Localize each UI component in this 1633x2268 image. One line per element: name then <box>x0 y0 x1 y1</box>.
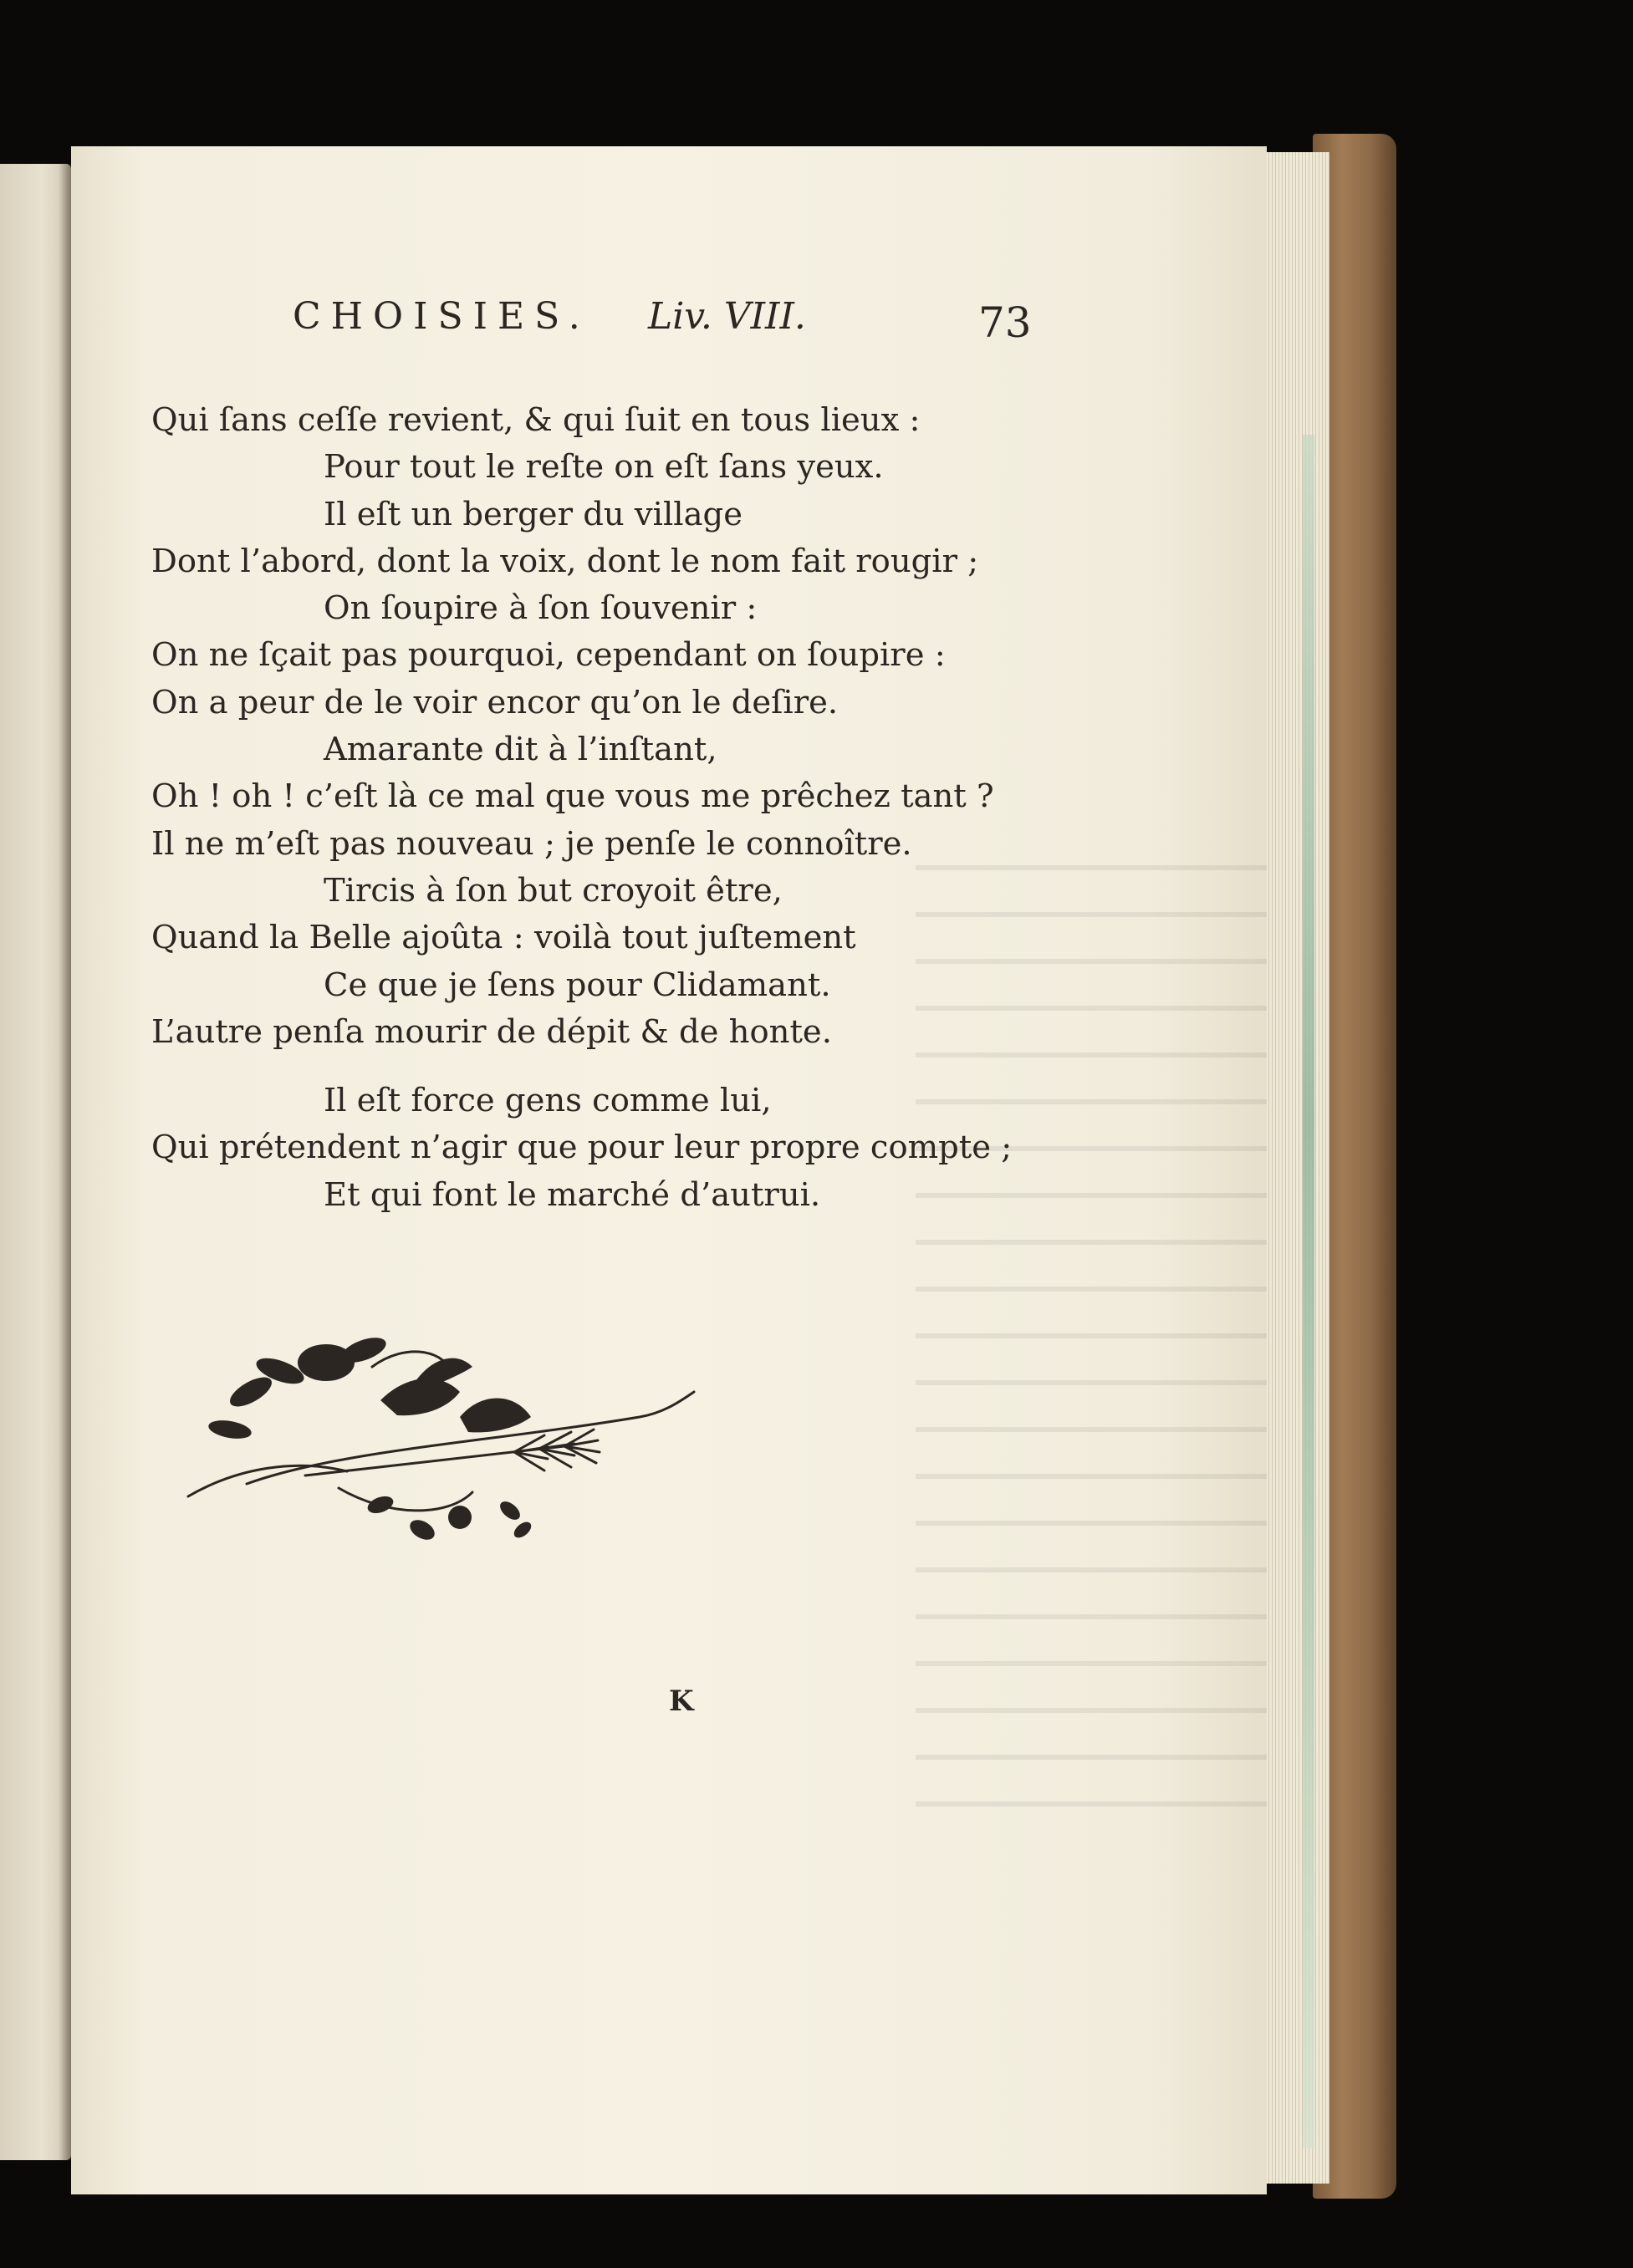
page-number: 73 <box>978 298 1032 347</box>
poem-line: Qui prétendent n’agir que pour leur propre compte ; <box>151 1129 1013 1167</box>
poem-line: On ne ſçait pas pourquoi, cependant on ſoupire : <box>151 636 946 675</box>
poem-line: Tircis à ſon but croyoit être, <box>324 871 783 910</box>
poem-line: Ce que je ſens pour Clidamant. <box>324 966 831 1004</box>
signature-mark: K <box>669 1684 694 1718</box>
poem-line: Pour tout le reſte on eſt ſans yeux. <box>324 448 884 487</box>
poem-line: Il eſt un berger du village <box>324 495 743 533</box>
poem-line: Il eſt force gens comme lui, <box>324 1082 772 1120</box>
right-page <box>71 146 1267 2194</box>
poem-line: Amarante dit à l’inſtant, <box>324 731 717 769</box>
poem-line: Dont l’abord, dont la voix, dont le nom fait rougir ; <box>151 542 979 580</box>
poem-line: L’autre penſa mourir de dépit & de honte. <box>151 1012 832 1051</box>
poem-text <box>151 397 1071 1219</box>
poem-line: Quand la Belle ajoûta : voilà tout juſtement <box>151 919 856 957</box>
page-edge-stain <box>1303 435 1314 2148</box>
stanza-2 <box>151 1078 1071 1219</box>
poem-line: Il ne m’eſt pas nouveau ; je penſe le connoître. <box>151 824 912 863</box>
poem-line: Oh ! oh ! c’eſt là ce mal que vous me prêchez tant ? <box>151 777 994 816</box>
poem-line: Et qui font le marché d’autrui. <box>324 1175 821 1214</box>
stanza-1 <box>151 397 1071 1056</box>
page-edges <box>1263 152 1329 2184</box>
ornament-vignette <box>171 1292 707 1567</box>
poem-line: On ſoupire à ſon ſouvenir : <box>324 589 758 628</box>
poem-line: On a peur de le voir encor qu’on le deſire. <box>151 683 839 721</box>
book-number: Liv. VIII. <box>648 295 806 338</box>
running-title: CHOISIES. <box>293 295 590 338</box>
poem-line: Qui ſans ceſſe revient, & qui ſuit en tous lieux : <box>151 401 921 439</box>
